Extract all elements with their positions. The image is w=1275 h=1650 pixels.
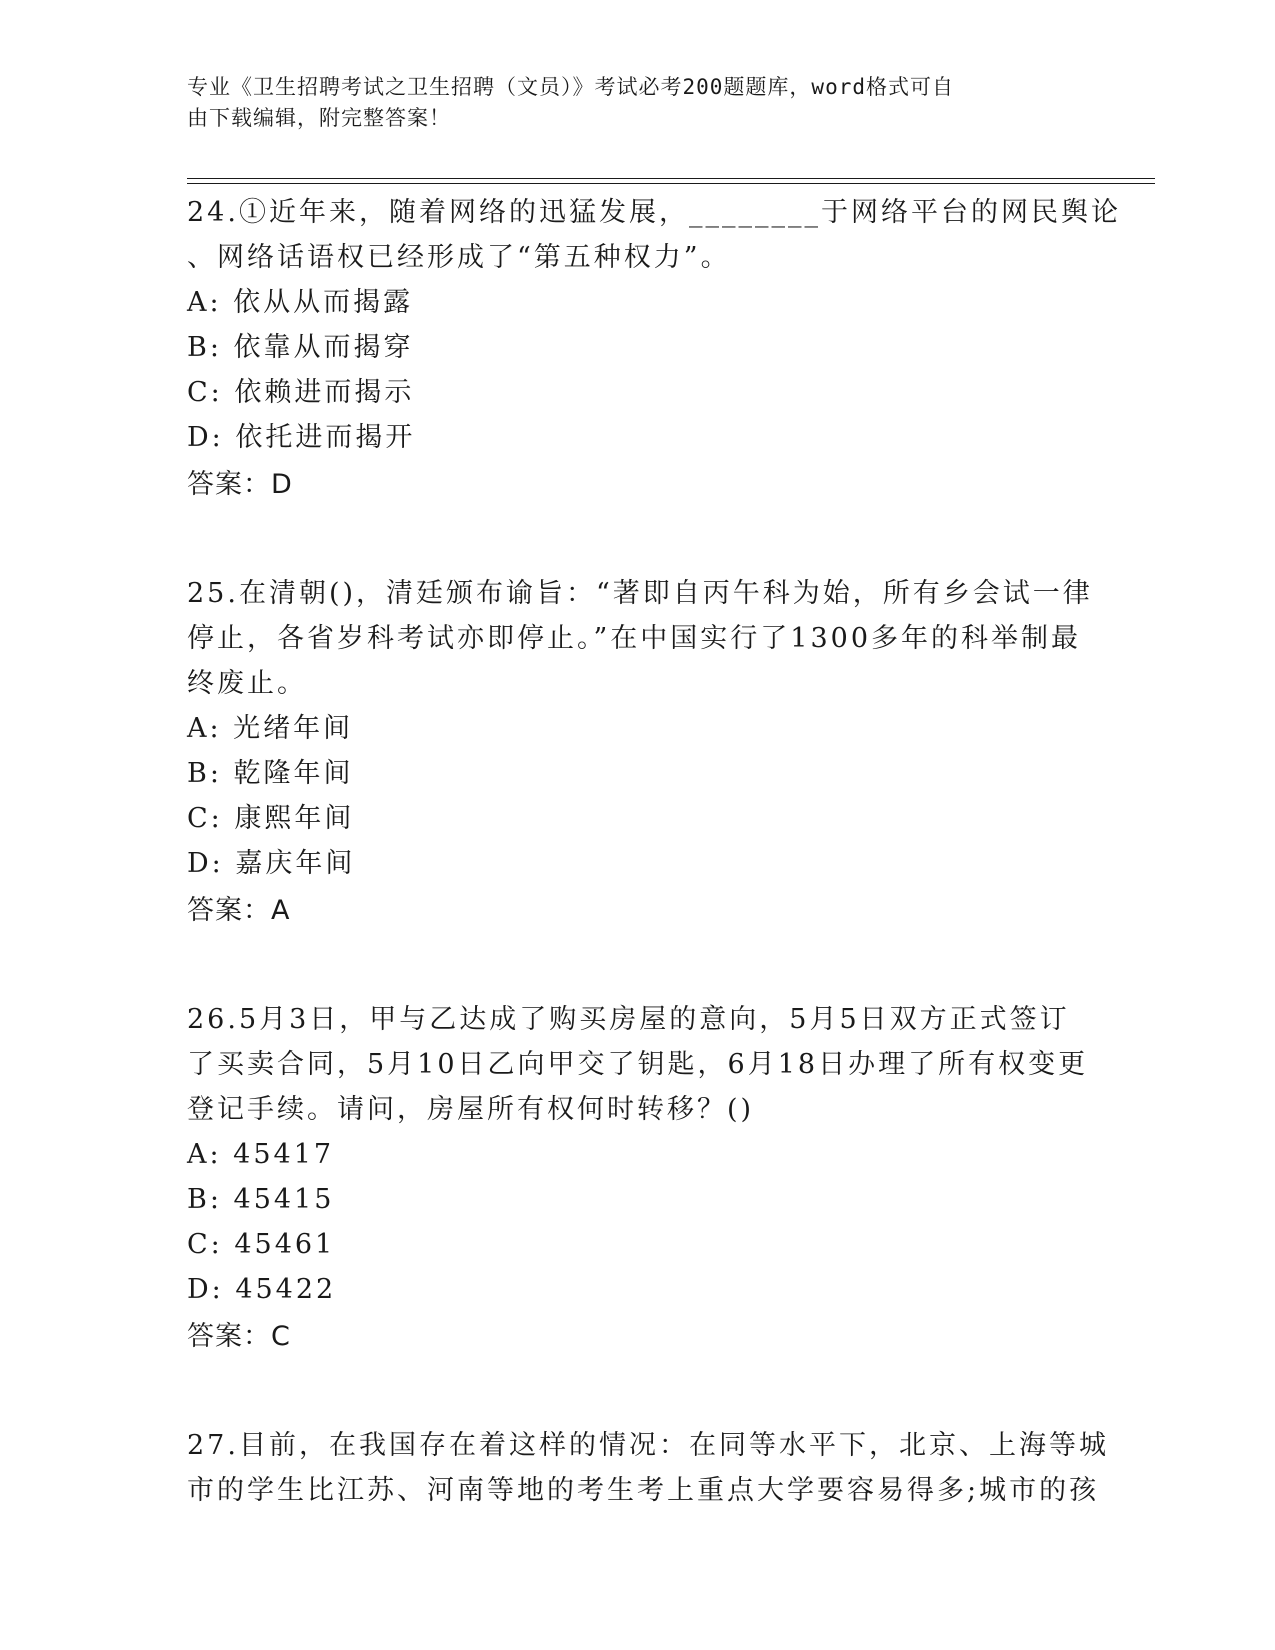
option-a: A: 45417 (187, 1139, 335, 1170)
answer-value: A (271, 895, 290, 926)
option-c: C: 依赖进而揭示 (187, 377, 415, 408)
option-c: C: 康熙年间 (187, 803, 355, 834)
option-a: A: 依从从而揭露 (187, 287, 414, 318)
header-line-2: 由下载编辑，附完整答案！ (187, 106, 451, 130)
question-list (187, 190, 1121, 1577)
document-header (187, 72, 1077, 134)
question-text (187, 571, 1093, 706)
option-b: B: 45415 (187, 1184, 335, 1215)
question-text (187, 997, 1087, 1132)
question-line: 终废止。 (187, 668, 307, 699)
question-line: 27.目前，在我国存在着这样的情况：在同等水平下，北京、上海等城 (187, 1430, 1109, 1461)
question-line: 了买卖合同，5月10日乙向甲交了钥匙，6月18日办理了所有权变更 (187, 1049, 1089, 1080)
option-d: D: 依托进而揭开 (187, 422, 416, 453)
question-line: 登记手续。请问，房屋所有权何时转移？() (187, 1094, 755, 1125)
question-26 (187, 997, 1087, 1359)
question-24 (187, 190, 1121, 507)
question-line: 市的学生比江苏、河南等地的考生考上重点大学要容易得多;城市的孩 (187, 1475, 1100, 1506)
option-c: C: 45461 (187, 1229, 336, 1260)
answer-line (187, 1314, 1087, 1359)
option-b: B: 依靠从而揭穿 (187, 332, 414, 363)
answer-line (187, 462, 1087, 507)
question-27 (187, 1423, 1109, 1513)
question-line: 24.①近年来，随着网络的迅猛发展，________于网络平台的网民舆论 (187, 197, 1121, 228)
option-b: B: 乾隆年间 (187, 758, 354, 789)
question-line: 25.在清朝()，清廷颁布谕旨：“著即自丙午科为始，所有乡会试一律 (187, 578, 1093, 609)
header-divider-bottom (187, 183, 1155, 184)
question-line: 26.5月3日，甲与乙达成了购买房屋的意向，5月5日双方正式签订 (187, 1004, 1070, 1035)
header-line-1: 专业《卫生招聘考试之卫生招聘（文员）》考试必考200题题库，word格式可自 (187, 75, 954, 99)
question-text (187, 1423, 1109, 1513)
option-d: D: 45422 (187, 1274, 337, 1305)
option-d: D: 嘉庆年间 (187, 848, 356, 879)
option-a: A: 光绪年间 (187, 713, 354, 744)
question-line: 、网络话语权已经形成了“第五种权力”。 (187, 242, 731, 273)
header-divider-top (187, 178, 1155, 179)
answer-label: 答案： (187, 895, 271, 926)
answer-label: 答案： (187, 469, 271, 500)
answer-line (187, 888, 1087, 933)
question-text (187, 190, 1121, 280)
question-25 (187, 571, 1093, 933)
answer-value: D (271, 469, 292, 500)
answer-label: 答案： (187, 1321, 271, 1352)
answer-value: C (271, 1321, 290, 1352)
question-line: 停止，各省岁科考试亦即停止。”在中国实行了1300多年的科举制最 (187, 623, 1082, 654)
